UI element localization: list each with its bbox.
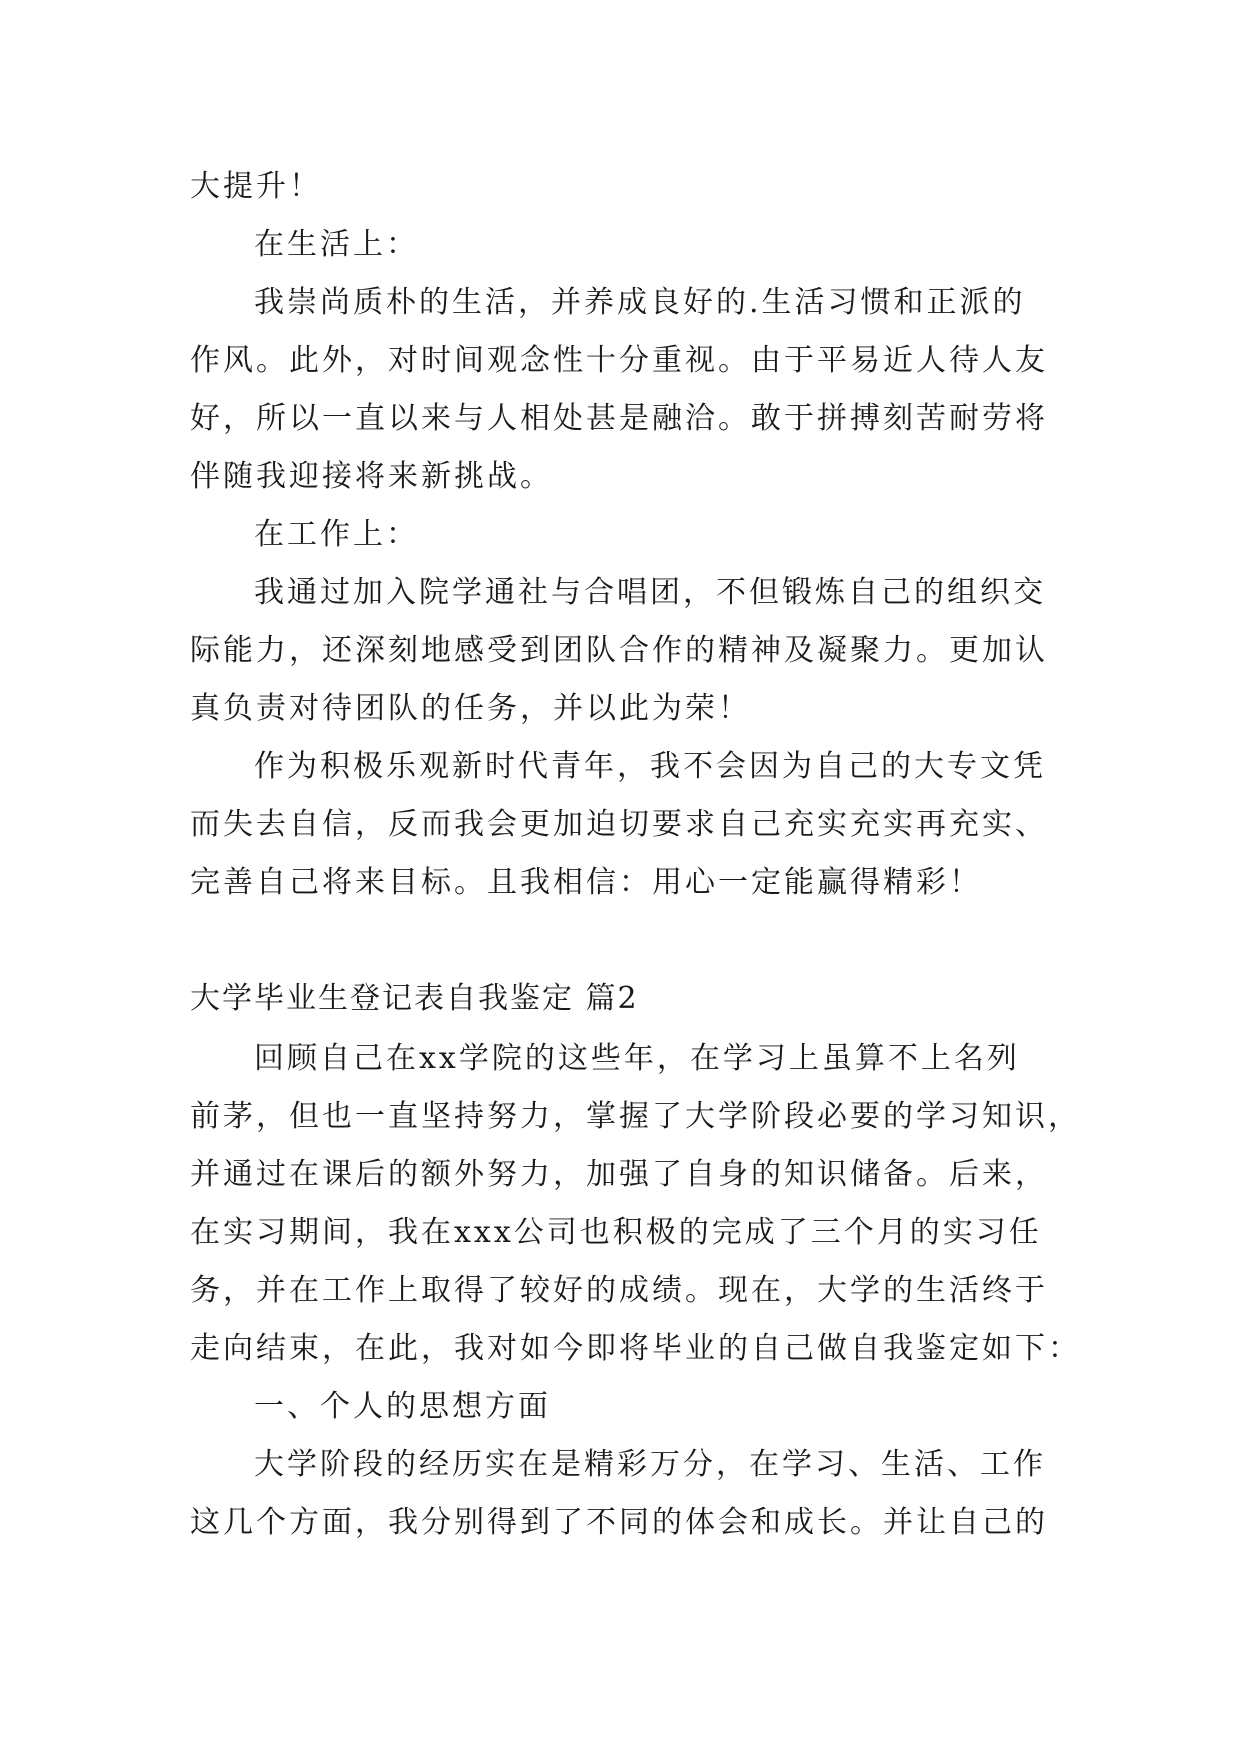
text-line: 完善自己将来目标。且我相信：用心一定能赢得精彩！ [190,865,982,900]
text-line: 前茅，但也一直坚持努力，掌握了大学阶段必要的学习知识， [190,1099,1081,1134]
text-line: 而失去自信，反而我会更加迫切要求自己充实充实再充实、 [190,807,1048,842]
section-heading: 大学毕业生登记表自我鉴定 篇2 [190,981,639,1016]
text-line-subheading-life: 在生活上： [254,227,419,262]
text-line: 在实习期间，我在xxx公司也积极的完成了三个月的实习任 [190,1215,1042,1250]
text-line: 际能力，还深刻地感受到团队合作的精神及凝聚力。更加认 [190,633,1048,668]
text-line: 大提升！ [190,169,322,204]
text-line: 这几个方面，我分别得到了不同的体会和成长。并让自己的 [190,1505,1048,1540]
text-line: 好，所以一直以来与人相处甚是融洽。敢于拼搏刻苦耐劳将 [190,401,1048,436]
text-line: 我崇尚质朴的生活，并养成良好的.生活习惯和正派的 [254,285,1026,320]
text-line: 回顾自己在xx学院的这些年，在学习上虽算不上名列 [254,1041,1020,1076]
text-line: 伴随我迎接将来新挑战。 [190,459,553,494]
text-line: 我通过加入院学通社与合唱团，不但锻炼自己的组织交 [254,575,1046,610]
text-line: 作风。此外，对时间观念性十分重视。由于平易近人待人友 [190,343,1048,378]
text-line: 走向结束，在此，我对如今即将毕业的自己做自我鉴定如下： [190,1331,1081,1366]
text-line-subheading-work: 在工作上： [254,517,419,552]
text-line: 真负责对待团队的任务，并以此为荣！ [190,691,751,726]
text-line: 务，并在工作上取得了较好的成绩。现在，大学的生活终于 [190,1273,1048,1308]
text-line: 大学阶段的经历实在是精彩万分，在学习、生活、工作 [254,1447,1046,1482]
text-line-subheading-thought: 一、个人的思想方面 [254,1389,551,1424]
text-line: 作为积极乐观新时代青年，我不会因为自己的大专文凭 [254,749,1046,784]
section-2-body [190,1030,1081,1552]
section-1-body [190,158,1050,912]
text-line: 并通过在课后的额外努力，加强了自身的知识储备。后来， [190,1157,1048,1192]
